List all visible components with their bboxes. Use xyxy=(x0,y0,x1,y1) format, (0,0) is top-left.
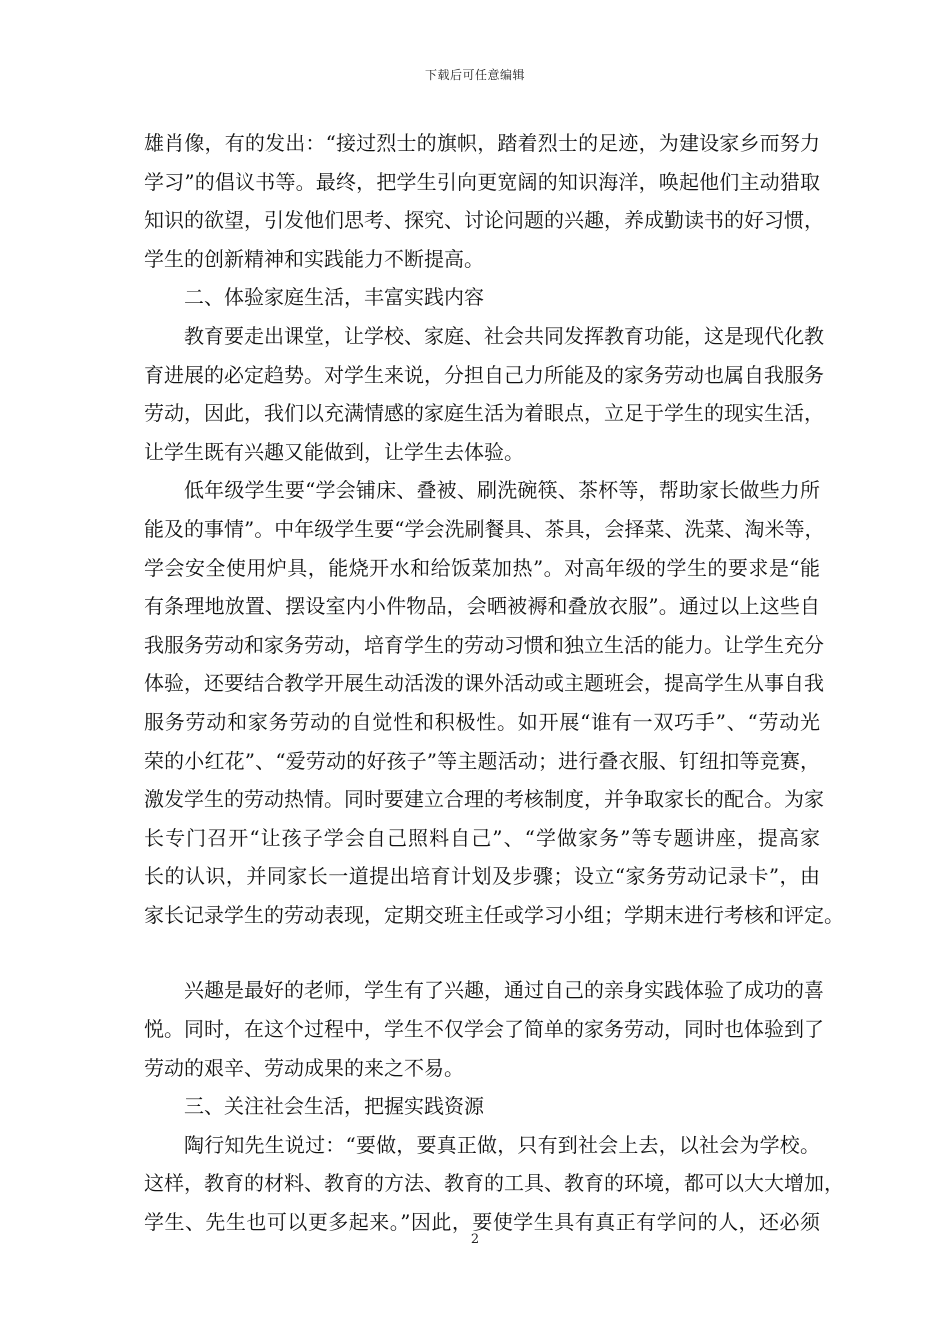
text-line: 长专门召开“让孩子学会自己照料自己”、“学做家务”等专题讲座，提高家 xyxy=(144,825,820,850)
text-line: 荣的小红花”、“爱劳动的好孩子”等主题活动；进行叠衣服、钉纽扣等竞赛， xyxy=(144,748,820,773)
text-line: 学生、先生也可以更多起来。”因此，要使学生具有真正有学问的人，还必须 xyxy=(144,1210,820,1235)
paragraph xyxy=(144,1126,844,1242)
text-line: 家长记录学生的劳动表现，定期交班主任或学习小组；学期末进行考核和评定。 xyxy=(144,902,844,927)
text-line: 能及的事情”。中年级学生要“学会洗刷餐具、茶具，会择菜、洗菜、淘米等， xyxy=(144,516,825,541)
document-body xyxy=(144,124,844,1242)
text-line: 学生的创新精神和实践能力不断提高。 xyxy=(144,246,484,271)
text-line: 育进展的必定趋势。对学生来说，分担自己力所能及的家务劳动也属自我服务 xyxy=(144,362,824,387)
text-line: 悦。同时，在这个过程中，学生不仅学会了简单的家务劳动，同时也体验到了 xyxy=(144,1017,824,1042)
text-line: 学会安全使用炉具，能烧开水和给饭菜加热”。对高年级的学生的要求是“能 xyxy=(144,555,820,580)
text-line: 低年级学生要“学会铺床、叠被、刷洗碗筷、茶杯等，帮助家长做些力所 xyxy=(184,478,820,503)
page-header: 下载后可任意编辑 xyxy=(424,68,525,82)
text-line: 这样，教育的材料、教育的方法、教育的工具、教育的环境，都可以大大增加， xyxy=(144,1171,844,1196)
text-line: 兴趣是最好的老师，学生有了兴趣，通过自己的亲身实践体验了成功的喜 xyxy=(184,978,824,1003)
text-line: 我服务劳动和家务劳动，培育学生的劳动习惯和独立生活的能力。让学生充分 xyxy=(144,632,824,657)
text-line: 学习”的倡议书等。最终，把学生引向更宽阔的知识海洋，唤起他们主动猎取 xyxy=(144,169,820,194)
section-heading-3: 三、关注社会生活，把握实践资源 xyxy=(184,1094,484,1119)
paragraph xyxy=(144,971,824,1087)
text-line: 陶行知先生说过：“要做，要真正做，只有到社会上去，以社会为学校。 xyxy=(184,1132,820,1157)
text-line: 劳动，因此，我们以充满情感的家庭生活为着眼点，立足于学生的现实生活， xyxy=(144,401,824,426)
paragraph xyxy=(144,471,844,934)
text-line: 知识的欲望，引发他们思考、探究、讨论问题的兴趣，养成勤读书的好习惯， xyxy=(144,208,824,233)
text-line: 激发学生的劳动热情。同时要建立合理的考核制度，并争取家长的配合。为家 xyxy=(144,787,824,812)
page-number: 2 xyxy=(470,1232,480,1247)
text-line: 劳动的艰辛、劳动成果的来之不易。 xyxy=(144,1055,464,1080)
blank-line xyxy=(144,934,820,971)
text-line: 雄肖像，有的发出：“接过烈士的旗帜，踏着烈士的足迹，为建设家乡而努力 xyxy=(144,131,820,155)
text-line: 有条理地放置、摆设室内小件物品，会晒被褥和叠放衣服”。通过以上这些自 xyxy=(144,594,820,619)
text-line: 服务劳动和家务劳动的自觉性和积极性。如开展“谁有一双巧手”、“劳动光 xyxy=(144,709,820,734)
text-line: 体验，还要结合教学开展生动活泼的课外活动或主题班会，提高学生从事自我 xyxy=(144,671,824,696)
paragraph-continuation xyxy=(144,124,824,278)
text-line: 长的认识，并同家长一道提出培育计划及步骤；设立“家务劳动记录卡”，由 xyxy=(144,864,820,889)
text-line: 让学生既有兴趣又能做到，让学生去体验。 xyxy=(144,439,524,464)
text-line: 教育要走出课堂，让学校、家庭、社会共同发挥教育功能，这是现代化教 xyxy=(184,323,824,348)
section-heading-2: 二、体验家庭生活，丰富实践内容 xyxy=(184,285,484,310)
paragraph xyxy=(144,317,824,471)
